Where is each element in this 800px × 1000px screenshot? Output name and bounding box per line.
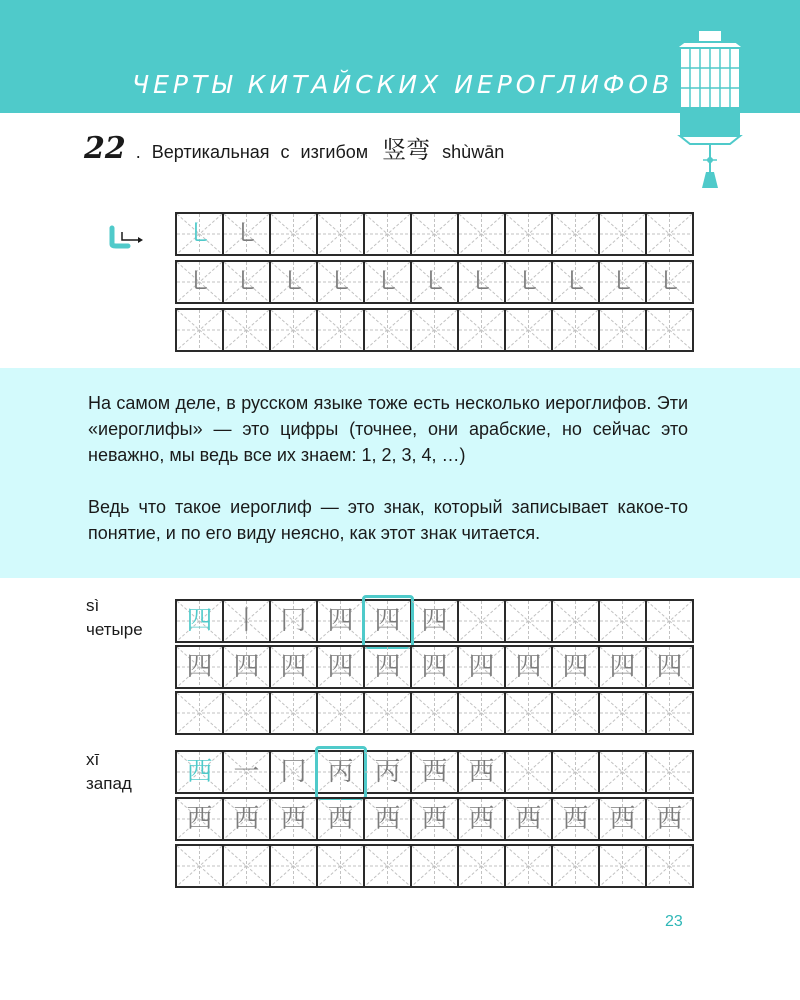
writing-cell[interactable] — [412, 846, 459, 886]
page-number: 23 — [665, 913, 683, 930]
cell-character: 西 — [186, 804, 213, 834]
writing-cell[interactable] — [271, 846, 318, 886]
info-paragraph-1: На самом деле, в русском языке тоже есть несколько иероглифов. Эти «иероглифы» — это цифры (точнее, они арабские, но сейчас это неважно, мы ведь все их знаем: 1, 2, 3, 4, …) — [88, 393, 688, 465]
writing-cell[interactable] — [553, 693, 600, 733]
writing-cell[interactable] — [600, 647, 647, 687]
writing-cell[interactable] — [553, 647, 600, 687]
stroke-arrow-icon — [108, 224, 144, 250]
cell-character: 四 — [656, 652, 683, 682]
writing-cell[interactable] — [224, 752, 271, 792]
writing-cell[interactable] — [224, 799, 271, 839]
char_xi-grid-row — [175, 844, 694, 888]
exercise-title: . Вертикальная с изгибом — [135, 142, 369, 162]
exercise-heading — [84, 130, 504, 166]
cell-character: 四 — [468, 652, 495, 682]
cell-character: 西 — [562, 804, 589, 834]
cell-character: ㇄ — [374, 267, 401, 297]
cell-character: 西 — [233, 804, 260, 834]
cell-character: 西 — [421, 804, 448, 834]
cell-character: ㇄ — [186, 219, 213, 249]
writing-cell[interactable] — [412, 693, 459, 733]
writing-cell[interactable] — [365, 647, 412, 687]
writing-cell[interactable] — [271, 262, 318, 302]
exercise-pinyin: shùwān — [442, 142, 505, 162]
writing-cell[interactable] — [553, 752, 600, 792]
writing-cell[interactable] — [506, 601, 553, 641]
page-title: ЧЕРТЫ КИТАЙСКИХ ИЕРОГЛИФОВ — [132, 70, 674, 99]
cell-character: 西 — [327, 804, 354, 834]
cell-character: ㇄ — [421, 267, 448, 297]
exercise-hanzi: 竖弯 — [382, 136, 431, 164]
writing-cell[interactable] — [412, 310, 459, 350]
meaning-xi: запад — [86, 774, 132, 793]
cell-character: ㇄ — [280, 267, 307, 297]
writing-cell[interactable] — [506, 262, 553, 302]
writing-cell[interactable] — [224, 262, 271, 302]
cell-character: 丨 — [233, 606, 260, 636]
cell-character: 西 — [280, 804, 307, 834]
cell-character: 四 — [609, 652, 636, 682]
cell-character: ㇄ — [515, 267, 542, 297]
writing-cell[interactable] — [647, 799, 694, 839]
writing-cell[interactable] — [600, 214, 647, 254]
writing-cell[interactable] — [412, 214, 459, 254]
writing-cell[interactable] — [177, 752, 224, 792]
exercise-number: 22 — [84, 131, 126, 166]
writing-cell[interactable] — [647, 262, 694, 302]
writing-cell[interactable] — [459, 693, 506, 733]
cell-character: 西 — [515, 804, 542, 834]
cell-character: ㇄ — [562, 267, 589, 297]
writing-cell[interactable] — [506, 693, 553, 733]
info-paragraph-2: Ведь что такое иероглиф — это знак, который записывает какое-то понятие, и по его виду неясно, как этот знак читается. — [88, 497, 688, 543]
writing-cell[interactable] — [459, 647, 506, 687]
writing-cell[interactable] — [365, 601, 412, 641]
writing-cell[interactable] — [271, 647, 318, 687]
cell-character: ㇄ — [233, 219, 260, 249]
writing-cell[interactable] — [647, 846, 694, 886]
writing-cell[interactable] — [271, 752, 318, 792]
char_xi-grid-row — [175, 797, 694, 841]
writing-cell[interactable] — [647, 310, 694, 350]
writing-cell[interactable] — [365, 693, 412, 733]
writing-cell[interactable] — [506, 752, 553, 792]
writing-cell[interactable] — [600, 752, 647, 792]
writing-cell[interactable] — [318, 601, 365, 641]
writing-cell[interactable] — [506, 214, 553, 254]
writing-cell[interactable] — [365, 214, 412, 254]
writing-cell[interactable] — [459, 214, 506, 254]
writing-cell[interactable] — [318, 799, 365, 839]
writing-cell[interactable] — [224, 693, 271, 733]
writing-cell[interactable] — [318, 752, 365, 792]
writing-cell[interactable] — [459, 310, 506, 350]
char_si-grid-row — [175, 645, 694, 689]
writing-cell[interactable] — [177, 693, 224, 733]
writing-cell[interactable] — [647, 601, 694, 641]
exercise-grid-row — [175, 260, 694, 304]
writing-cell[interactable] — [553, 799, 600, 839]
writing-cell[interactable] — [600, 693, 647, 733]
cell-character: 西 — [186, 757, 213, 787]
cell-character: ㇄ — [609, 267, 636, 297]
cell-character: 丙 — [374, 757, 401, 787]
cell-character: 四 — [327, 606, 354, 636]
writing-cell[interactable] — [177, 601, 224, 641]
writing-cell[interactable] — [177, 310, 224, 350]
cell-character: 四 — [186, 606, 213, 636]
writing-cell[interactable] — [553, 214, 600, 254]
cell-character: 西 — [468, 757, 495, 787]
cell-character: ㇄ — [186, 267, 213, 297]
cell-character: 冂 — [280, 757, 307, 787]
writing-cell[interactable] — [177, 214, 224, 254]
writing-cell[interactable] — [459, 752, 506, 792]
writing-cell[interactable] — [459, 262, 506, 302]
cell-character: 四 — [233, 652, 260, 682]
writing-cell[interactable] — [600, 262, 647, 302]
writing-cell[interactable] — [271, 693, 318, 733]
writing-cell[interactable] — [600, 310, 647, 350]
cell-character: 冂 — [280, 606, 307, 636]
writing-cell[interactable] — [647, 214, 694, 254]
cell-character: 四 — [186, 652, 213, 682]
writing-cell[interactable] — [506, 310, 553, 350]
writing-cell[interactable] — [365, 846, 412, 886]
writing-cell[interactable] — [224, 310, 271, 350]
writing-cell[interactable] — [271, 310, 318, 350]
writing-cell[interactable] — [600, 846, 647, 886]
meaning-si: четыре — [86, 620, 143, 639]
cell-character: 一 — [233, 757, 260, 787]
writing-cell[interactable] — [318, 310, 365, 350]
writing-cell[interactable] — [600, 601, 647, 641]
cell-character: ㇄ — [468, 267, 495, 297]
writing-cell[interactable] — [224, 647, 271, 687]
char_si-grid-row — [175, 691, 694, 735]
writing-cell[interactable] — [412, 647, 459, 687]
info-box — [0, 368, 800, 578]
writing-cell[interactable] — [224, 601, 271, 641]
cell-character: 四 — [374, 606, 401, 636]
writing-cell[interactable] — [412, 262, 459, 302]
cell-character: ㇄ — [327, 267, 354, 297]
writing-cell[interactable] — [459, 799, 506, 839]
cell-character: 西 — [421, 757, 448, 787]
cell-character: 四 — [562, 652, 589, 682]
cell-character: 西 — [656, 804, 683, 834]
exercise-grid-row — [175, 212, 694, 256]
cell-character: 四 — [374, 652, 401, 682]
cell-character: ㇄ — [233, 267, 260, 297]
writing-cell[interactable] — [459, 846, 506, 886]
writing-cell[interactable] — [459, 601, 506, 641]
writing-cell[interactable] — [506, 846, 553, 886]
cell-character: 四 — [280, 652, 307, 682]
writing-cell[interactable] — [506, 647, 553, 687]
writing-cell[interactable] — [553, 601, 600, 641]
writing-cell[interactable] — [365, 752, 412, 792]
writing-cell[interactable] — [318, 262, 365, 302]
writing-cell[interactable] — [224, 214, 271, 254]
writing-cell[interactable] — [412, 601, 459, 641]
writing-cell[interactable] — [318, 647, 365, 687]
cell-character: 四 — [421, 606, 448, 636]
writing-cell[interactable] — [318, 846, 365, 886]
writing-cell[interactable] — [365, 310, 412, 350]
pinyin-si: sì — [86, 596, 100, 615]
writing-cell[interactable] — [271, 799, 318, 839]
cell-character: 四 — [515, 652, 542, 682]
writing-cell[interactable] — [600, 799, 647, 839]
writing-cell[interactable] — [271, 601, 318, 641]
cell-character: 四 — [327, 652, 354, 682]
writing-cell[interactable] — [647, 647, 694, 687]
writing-cell[interactable] — [365, 799, 412, 839]
writing-cell[interactable] — [553, 262, 600, 302]
writing-cell[interactable] — [177, 647, 224, 687]
char_si-grid-row — [175, 599, 694, 643]
char_xi-grid-row — [175, 750, 694, 794]
cell-character: 丙 — [327, 757, 354, 787]
cell-character: 西 — [374, 804, 401, 834]
writing-cell[interactable] — [647, 693, 694, 733]
lantern-icon — [670, 0, 750, 200]
cell-character: ㇄ — [656, 267, 683, 297]
writing-cell[interactable] — [271, 214, 318, 254]
writing-cell[interactable] — [412, 799, 459, 839]
writing-cell[interactable] — [412, 752, 459, 792]
writing-cell[interactable] — [506, 799, 553, 839]
writing-cell[interactable] — [318, 214, 365, 254]
pinyin-xi: xī — [86, 750, 100, 769]
cell-character: 四 — [421, 652, 448, 682]
writing-cell[interactable] — [177, 799, 224, 839]
writing-cell[interactable] — [318, 693, 365, 733]
writing-cell[interactable] — [224, 846, 271, 886]
cell-character: 西 — [468, 804, 495, 834]
writing-cell[interactable] — [365, 262, 412, 302]
writing-cell[interactable] — [553, 846, 600, 886]
writing-cell[interactable] — [647, 752, 694, 792]
exercise-grid-row — [175, 308, 694, 352]
writing-cell[interactable] — [177, 846, 224, 886]
writing-cell[interactable] — [177, 262, 224, 302]
writing-cell[interactable] — [553, 310, 600, 350]
cell-character: 西 — [609, 804, 636, 834]
